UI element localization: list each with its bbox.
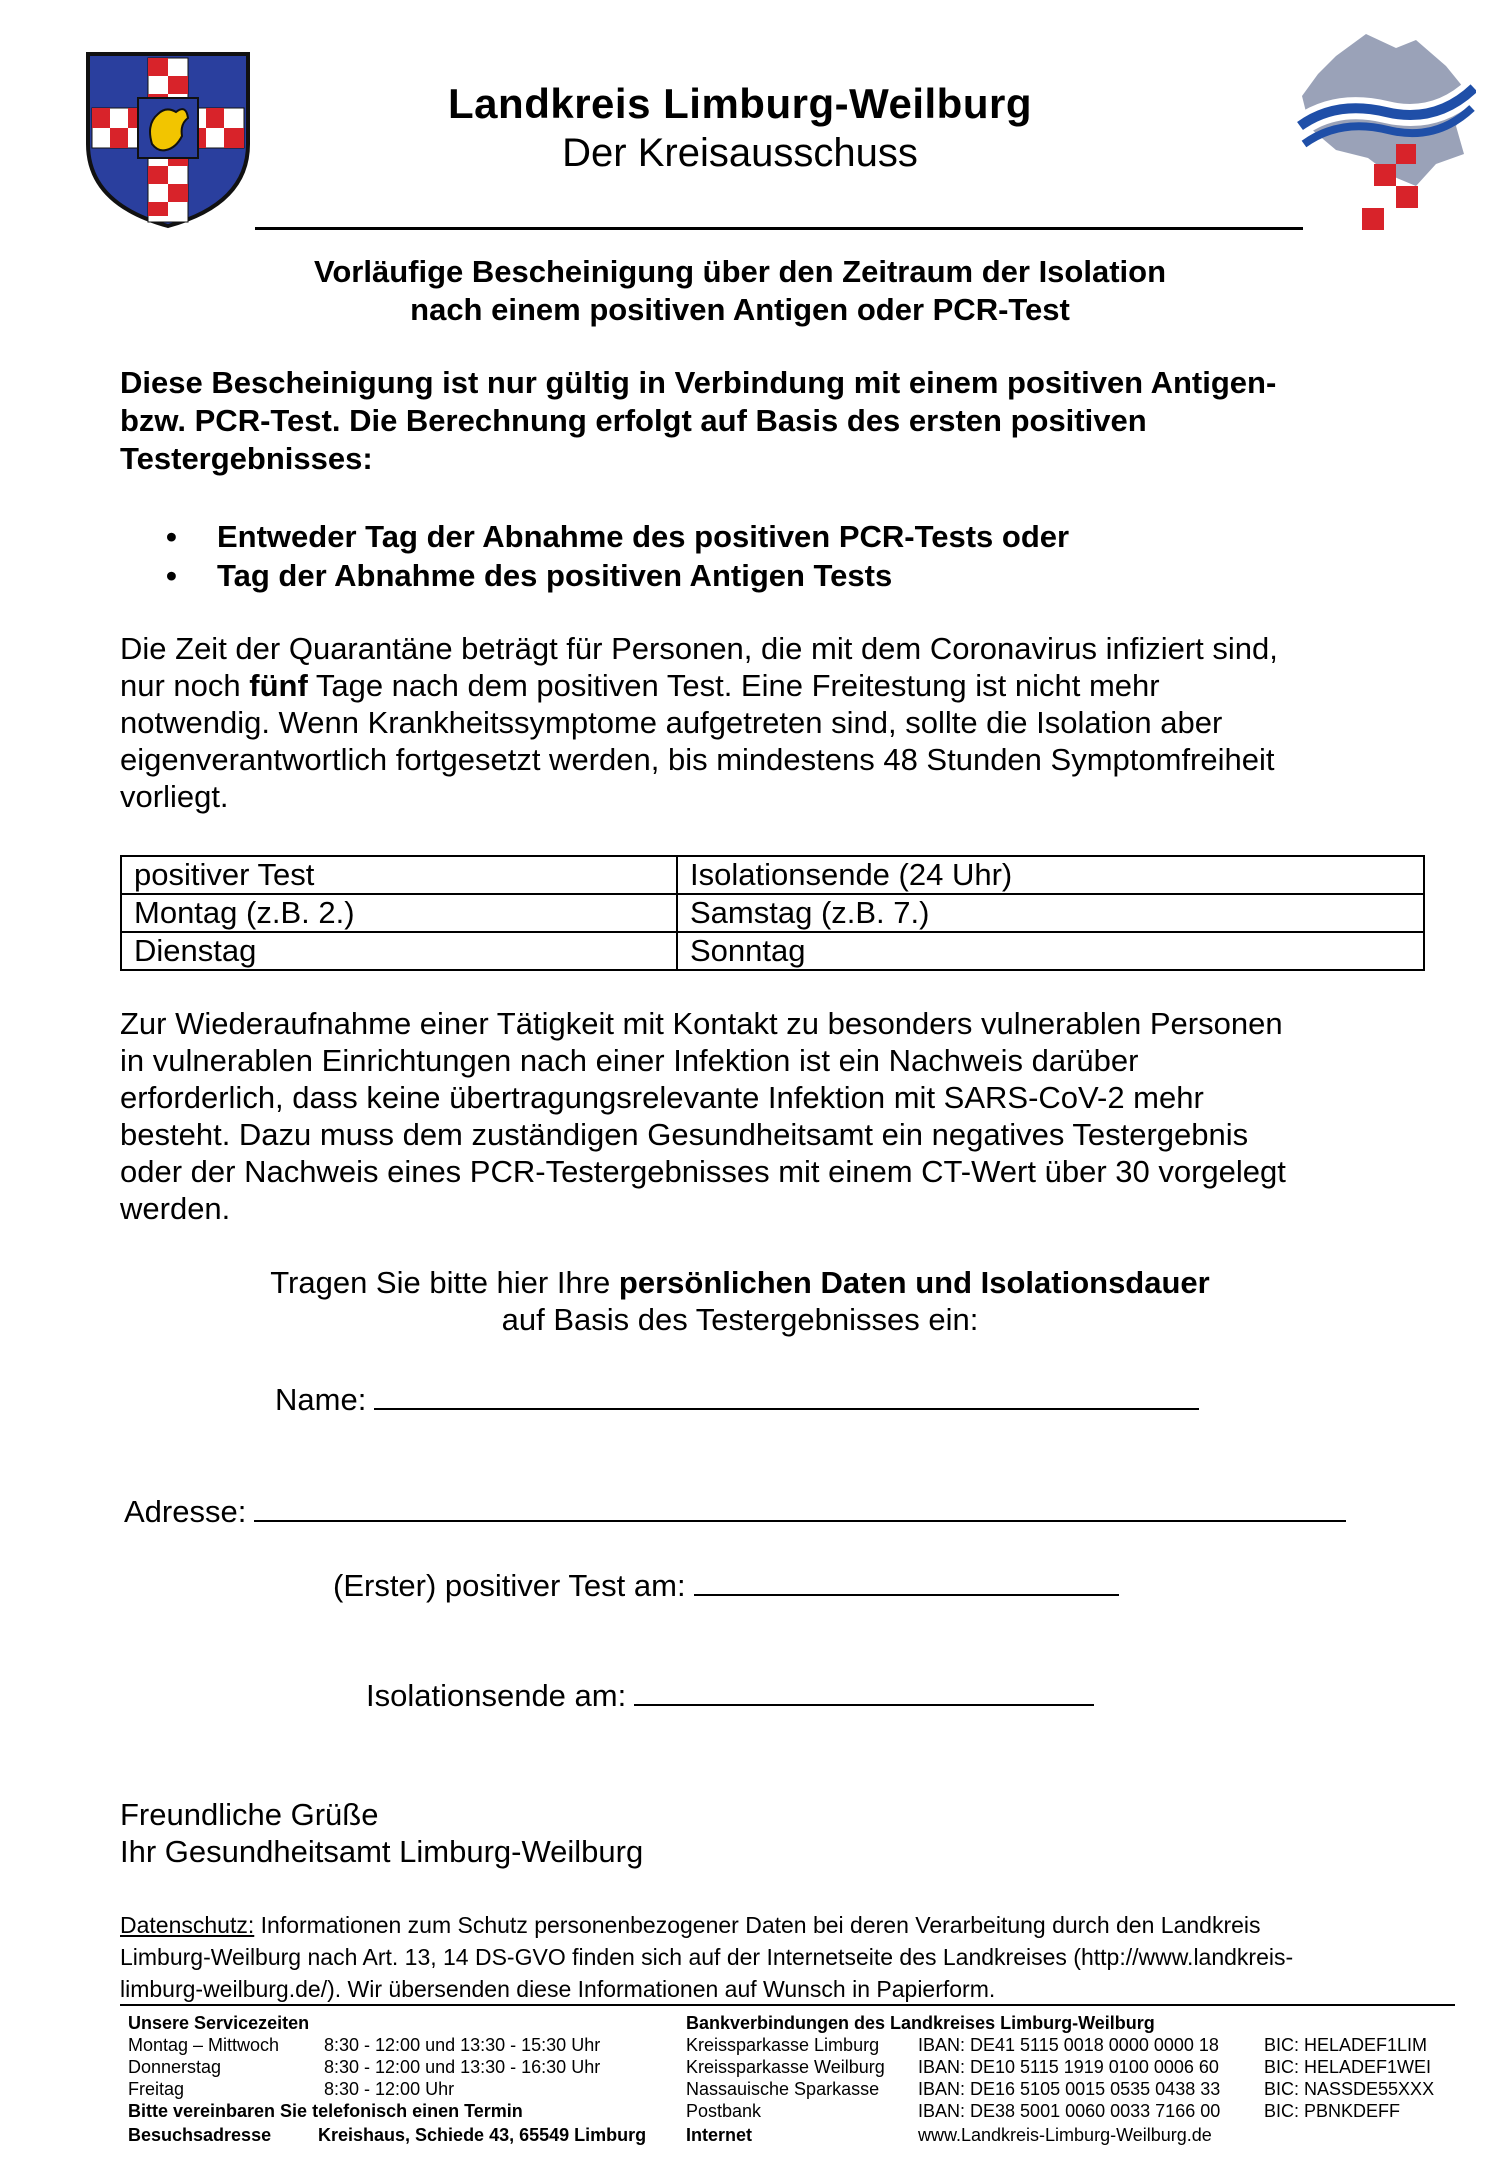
table-header-cell: positiver Test [121,856,677,894]
bullet-text: Entweder Tag der Abnahme des positiven PCR-Tests oder [217,519,1070,554]
form-instruction [140,1264,1340,1338]
table-row [121,894,1424,932]
instruction-line-2: auf Basis des Testergebnisses ein: [501,1302,979,1337]
resumption-line-5: oder der Nachweis eines PCR-Testergebnisses mit einem CT-Wert über 30 vorgelegt [120,1154,1286,1189]
appointment-note: Bitte vereinbaren Sie telefonisch einen Termin [128,2101,523,2121]
service-hours: 8:30 - 12:00 und 13:30 - 16:30 Uhr [324,2057,601,2077]
footer-row [128,2078,1468,2100]
table-row [121,932,1424,970]
quarantine-text: Tage nach dem positiven Test. Eine Freitestung ist nicht mehr [307,668,1160,703]
address-input-line[interactable] [254,1492,1346,1522]
bank-iban: IBAN: DE16 5105 0015 0535 0438 33 [918,2079,1221,2099]
internet-label: Internet [686,2125,753,2145]
website-link[interactable]: www.Landkreis-Limburg-Weilburg.de [918,2125,1212,2145]
service-hours: 8:30 - 12:00 Uhr [324,2079,455,2099]
footer-header-row [128,2012,1468,2034]
service-hours: 8:30 - 12:00 und 13:30 - 15:30 Uhr [324,2035,601,2055]
table-cell: Montag (z.B. 2.) [121,894,677,932]
quarantine-line-1: Die Zeit der Quarantäne beträgt für Personen, die mit dem Coronavirus infiziert sind, [120,631,1278,666]
first-test-label: (Erster) positiver Test am: [333,1568,686,1603]
header-subtitle: Der Kreisausschuss [562,131,918,175]
bank-title: Bankverbindungen des Landkreises Limburg-Weilburg [686,2013,1155,2033]
footer [128,2012,1468,2146]
validity-line-2: bzw. PCR-Test. Die Berechnung erfolgt auf Basis des ersten positiven [120,403,1147,438]
footer-row [128,2034,1468,2056]
privacy-notice [120,1909,1420,2005]
document-title-line-2: nach einem positiven Antigen oder PCR-Test [410,292,1070,327]
district-map-logo [1296,26,1476,236]
privacy-line-1 [120,1909,1420,1941]
header-title: Landkreis Limburg-Weilburg [448,80,1032,127]
footer-row [128,2100,1468,2122]
isolation-end-label: Isolationsende am: [366,1678,627,1713]
closing-signature: Ihr Gesundheitsamt Limburg-Weilburg [120,1834,644,1869]
quarantine-emphasis: fünf [249,668,308,703]
visit-address-value: Kreishaus, Schiede 43, 65549 Limburg [318,2125,647,2145]
isolation-table [120,855,1425,971]
table-cell: Dienstag [121,932,677,970]
coat-of-arms-logo [82,44,254,230]
quarantine-line-4: eigenverantwortlich fortgesetzt werden, bis mindestens 48 Stunden Symptomfreiheit [120,742,1275,777]
address-label: Adresse: [124,1494,247,1529]
table-header-cell: Isolationsende (24 Uhr) [677,856,1424,894]
bullet-icon: • [166,558,177,593]
resumption-line-4: besteht. Dazu muss dem zuständigen Gesundheitsamt ein negatives Testergebnis [120,1117,1249,1152]
document-title-line-1: Vorläufige Bescheinigung über den Zeitraum der Isolation [313,254,1167,289]
quarantine-line-5: vorliegt. [120,779,229,814]
validity-paragraph [120,364,1420,478]
table-cell: Samstag (z.B. 7.) [677,894,1424,932]
name-field[interactable] [275,1380,1199,1418]
bank-bic: BIC: HELADEF1LIM [1264,2035,1428,2055]
bank-bic: BIC: PBNKDEFF [1264,2101,1401,2121]
visit-address-label: Besuchsadresse [128,2125,272,2145]
isolation-end-input-line[interactable] [634,1676,1094,1706]
service-day: Donnerstag [128,2057,222,2077]
table-header-row [121,856,1424,894]
privacy-line-3: limburg-weilburg.de/). Wir übersenden diese Informationen auf Wunsch in Papierform. [120,1976,996,2002]
header-divider [255,227,1303,230]
isolation-end-date-field[interactable] [366,1676,1094,1714]
instruction-emphasis: persönlichen Daten und Isolationsdauer [618,1265,1210,1300]
quarantine-line-2 [120,667,1420,704]
test-type-list [120,517,1370,595]
footer-row [128,2124,1468,2146]
bullet-text: Tag der Abnahme des positiven Antigen Tests [217,558,893,593]
instruction-line-1 [140,1264,1340,1301]
list-item [120,556,1370,595]
bank-iban: IBAN: DE10 5115 1919 0100 0006 60 [918,2057,1219,2077]
document-title [140,253,1340,329]
privacy-text: Informationen zum Schutz personenbezogener Daten bei deren Verarbeitung durch den Landkreis [254,1912,1261,1938]
bank-name: Kreissparkasse Weilburg [686,2057,885,2077]
name-input-line[interactable] [374,1380,1199,1410]
resumption-paragraph [120,1005,1420,1227]
bank-iban: IBAN: DE38 5001 0060 0033 7166 00 [918,2101,1221,2121]
address-field[interactable] [124,1492,1346,1530]
first-test-date-field[interactable] [333,1566,1119,1604]
name-label: Name: [275,1382,367,1417]
bank-bic: BIC: HELADEF1WEI [1264,2057,1432,2077]
bank-name: Kreissparkasse Limburg [686,2035,880,2055]
footer-divider [120,2004,1455,2006]
bank-name: Postbank [686,2101,762,2121]
footer-row [128,2056,1468,2078]
table-cell: Sonntag [677,932,1424,970]
quarantine-line-3: notwendig. Wenn Krankheitssymptome aufgetreten sind, sollte die Isolation aber [120,705,1223,740]
bank-iban: IBAN: DE41 5115 0018 0000 0000 18 [918,2035,1219,2055]
closing-greeting: Freundliche Grüße [120,1797,379,1832]
service-hours-title: Unsere Servicezeiten [128,2013,310,2033]
resumption-line-6: werden. [120,1191,231,1226]
validity-line-1: Diese Bescheinigung ist nur gültig in Verbindung mit einem positiven Antigen- [120,365,1277,400]
validity-line-3: Testergebnisses: [120,441,373,476]
service-day: Freitag [128,2079,185,2099]
resumption-line-2: in vulnerablen Einrichtungen nach einer Infektion ist ein Nachweis darüber [120,1043,1139,1078]
list-item [120,517,1370,556]
first-test-input-line[interactable] [694,1566,1119,1596]
privacy-line-2: Limburg-Weilburg nach Art. 13, 14 DS-GVO finden sich auf der Internetseite des Landkreises (http://www.landkreis- [120,1944,1294,1970]
resumption-line-3: erforderlich, dass keine übertragungsrelevante Infektion mit SARS-CoV-2 mehr [120,1080,1204,1115]
bank-name: Nassauische Sparkasse [686,2079,880,2099]
resumption-line-1: Zur Wiederaufnahme einer Tätigkeit mit Kontakt zu besonders vulnerablen Personen [120,1006,1283,1041]
instruction-text: Tragen Sie bitte hier Ihre [270,1265,619,1300]
bank-bic: BIC: NASSDE55XXX [1264,2079,1435,2099]
closing [120,1796,643,1870]
quarantine-paragraph [120,630,1420,815]
quarantine-text: nur noch [120,668,250,703]
privacy-label: Datenschutz: [120,1912,255,1938]
bullet-icon: • [166,519,177,554]
service-day: Montag – Mittwoch [128,2035,280,2055]
